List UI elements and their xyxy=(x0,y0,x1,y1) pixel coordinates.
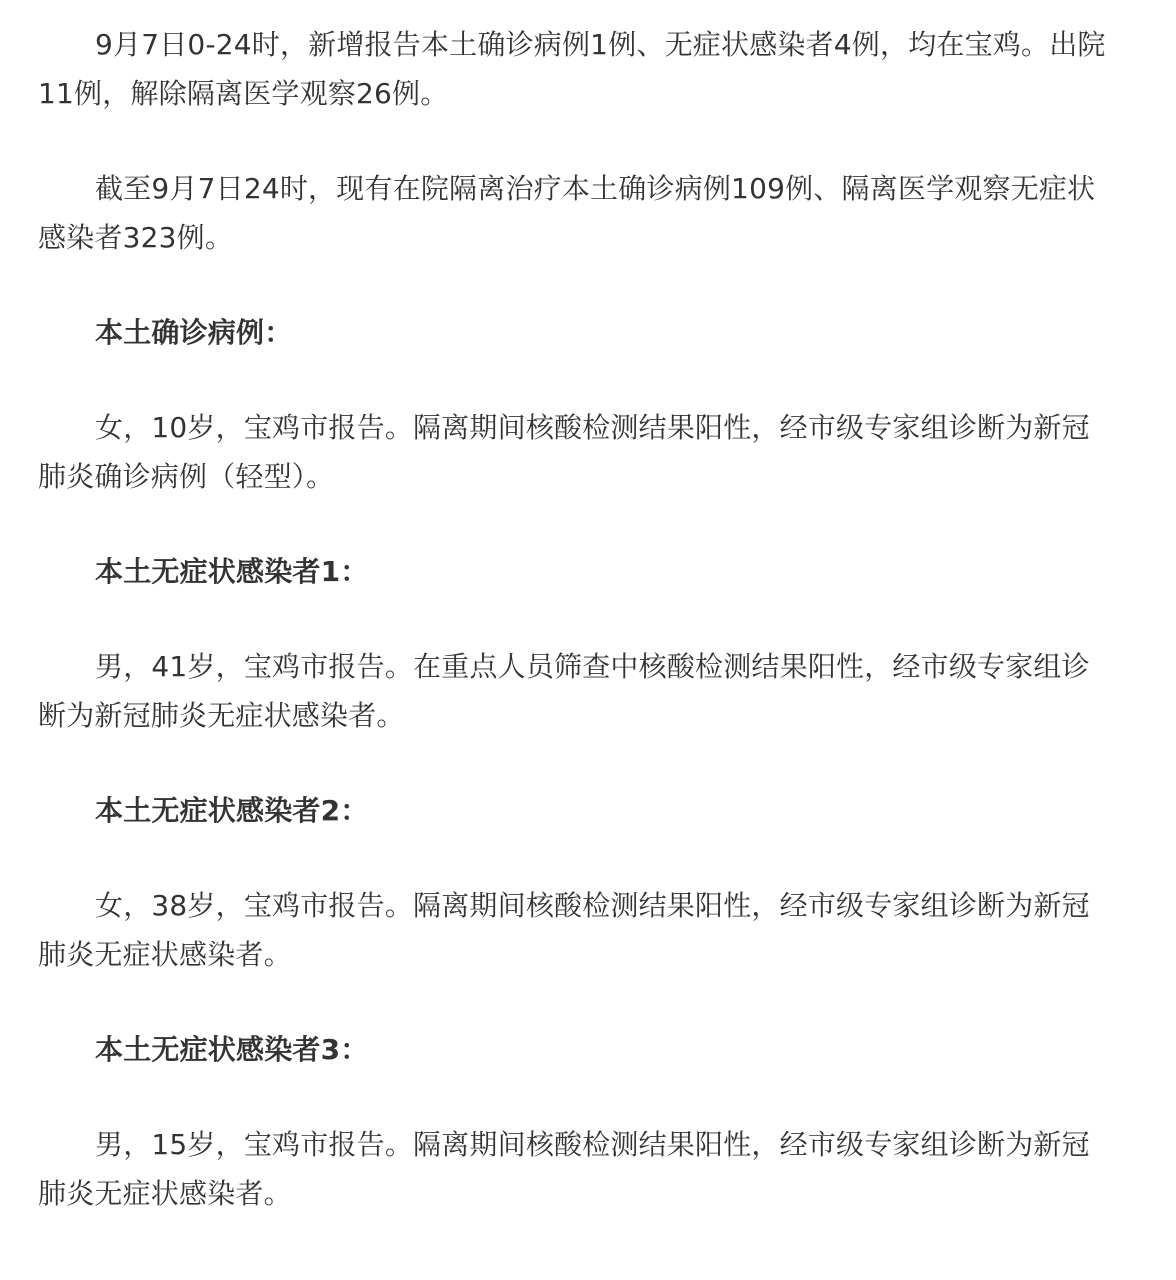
confirmed-case-details: 女，10岁，宝鸡市报告。隔离期间核酸检测结果阳性，经市级专家组诊断为新冠肺炎确诊病例（轻型）。 xyxy=(38,411,1090,493)
current-status-paragraph: 截至9月7日24时，现有在院隔离治疗本土确诊病例109例、隔离医学观察无症状感染者323例。 xyxy=(38,172,1096,254)
summary-paragraph: 9月7日0-24时，新增报告本土确诊病例1例、无症状感染者4例，均在宝鸡。出院11例，解除隔离医学观察26例。 xyxy=(38,28,1106,110)
article-body xyxy=(38,20,1118,1218)
asymptomatic-1-details: 男，41岁，宝鸡市报告。在重点人员筛查中核酸检测结果阳性，经市级专家组诊断为新冠肺炎无症状感染者。 xyxy=(38,650,1090,732)
asymptomatic-2-heading: 本土无症状感染者2： xyxy=(95,794,369,827)
confirmed-case-heading: 本土确诊病例： xyxy=(95,316,293,349)
asymptomatic-2-details: 女，38岁，宝鸡市报告。隔离期间核酸检测结果阳性，经市级专家组诊断为新冠肺炎无症状感染者。 xyxy=(38,889,1090,971)
asymptomatic-3-heading: 本土无症状感染者3： xyxy=(95,1033,369,1066)
asymptomatic-1-heading: 本土无症状感染者1： xyxy=(95,555,369,588)
asymptomatic-3-details: 男，15岁，宝鸡市报告。隔离期间核酸检测结果阳性，经市级专家组诊断为新冠肺炎无症状感染者。 xyxy=(38,1128,1090,1210)
